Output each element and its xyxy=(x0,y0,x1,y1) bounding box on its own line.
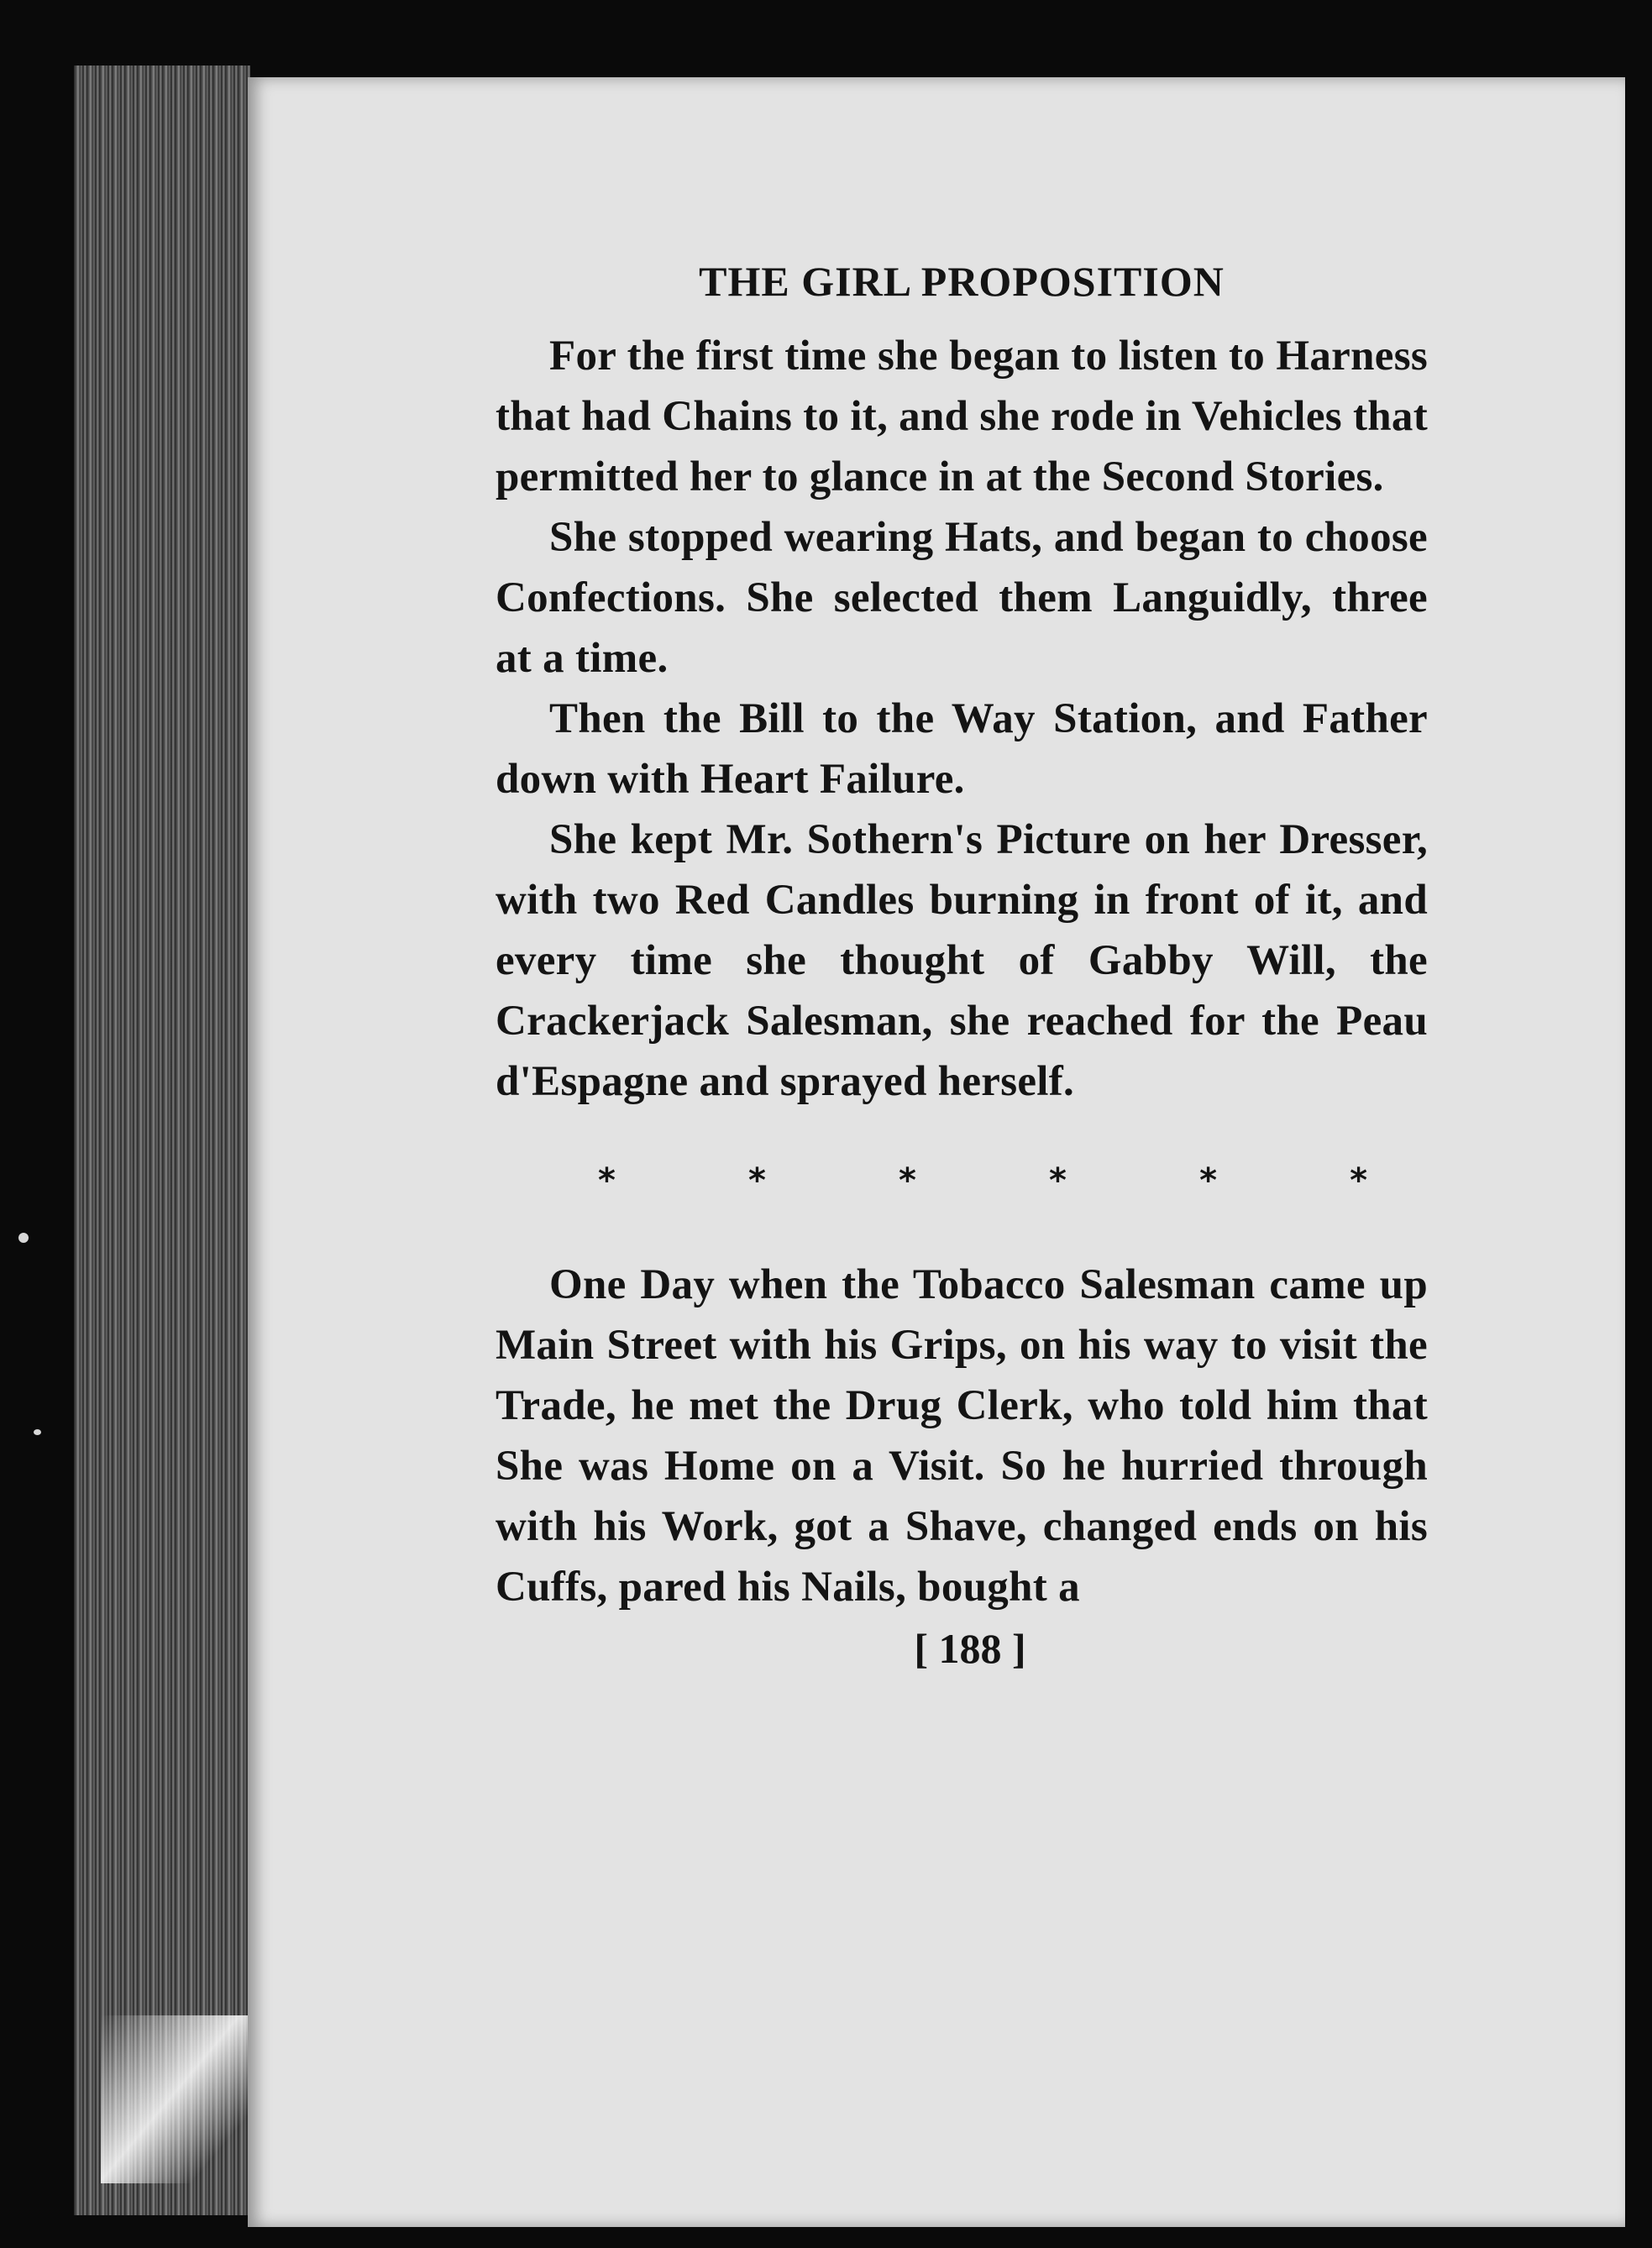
separator-star: * xyxy=(1199,1161,1217,1200)
page-number: [ 188 ] xyxy=(914,1625,1026,1672)
section-separator xyxy=(496,1155,1428,1206)
separator-star: * xyxy=(748,1161,766,1200)
dust-speck xyxy=(18,1233,29,1243)
separator-star: * xyxy=(899,1161,916,1200)
separator-star: * xyxy=(1049,1161,1067,1200)
paragraph-continued: One Day when the Tobacco Salesman came up Main Street with his Grips, on his way to visit the Trade, he met the Drug Clerk, who told him that She was Home on a Visit. So he hurried through with his Work, got a Shave, changed ends on his Cuffs, pared his Nails, bought a xyxy=(496,1261,1428,1611)
running-head: THE GIRL PROPOSITION xyxy=(699,258,1225,305)
dust-speck xyxy=(34,1429,41,1435)
separator-star: * xyxy=(598,1161,616,1200)
paragraph: For the first time she began to listen to Harness that had Chains to it, and she rode in Vehicles that permitted her to glance in at the Second Stories. xyxy=(496,333,1428,500)
paragraph: Then the Bill to the Way Station, and Father down with Heart Failure. xyxy=(496,695,1428,803)
book-fore-edge xyxy=(74,66,250,2215)
paragraph: She kept Mr. Sothern's Picture on her Dresser, with two Red Candles burning in front of it, and every time she thought of Gabby Will, the Crackerjack Salesman, she reached for the Peau d'Espagne and sprayed herself. xyxy=(496,816,1428,1105)
scan-glare xyxy=(101,2015,269,2183)
separator-star: * xyxy=(1350,1161,1367,1200)
page-text-block xyxy=(496,252,1428,1678)
paragraph: She stopped wearing Hats, and began to choose Confections. She selected them Languidly, three at a time. xyxy=(496,514,1428,682)
